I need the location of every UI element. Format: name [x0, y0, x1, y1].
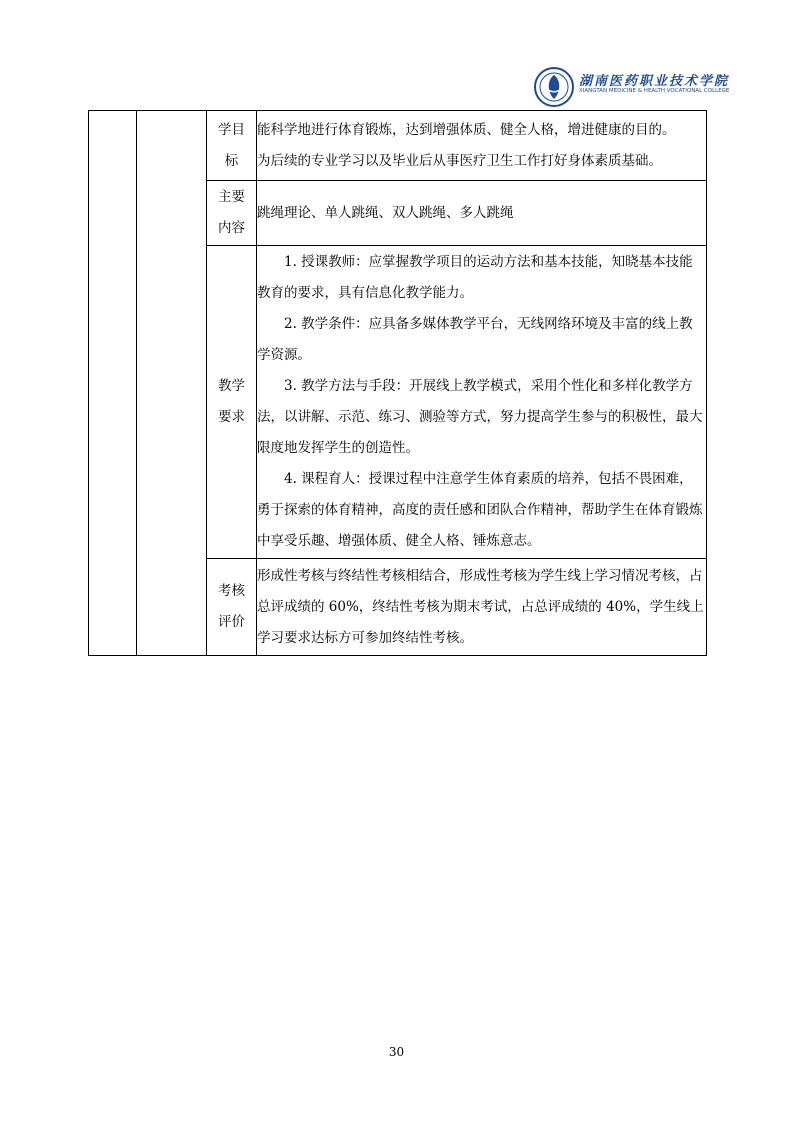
row-content-main [257, 181, 707, 246]
goal-line-2: 为后续的专业学习以及毕业后从事医疗卫生工作打好身体素质基础。 [257, 152, 662, 169]
course-table [88, 110, 707, 656]
blank-cell-1 [89, 111, 137, 656]
row-label-goal: 学目 标 [207, 111, 257, 181]
row-label-content: 主要 内容 [207, 181, 257, 246]
row-content-requirements [257, 246, 707, 559]
blank-cell-2 [137, 111, 207, 656]
college-name: 湖南医药职业技术学院 [579, 74, 730, 89]
requirement-item: 2. 教学条件：应具备多媒体教学平台，无线网络环境及丰富的线上教学资源。 [257, 316, 693, 363]
row-label-assessment: 考核 评价 [207, 559, 257, 656]
row-content-assessment [257, 559, 707, 656]
row-content-goal [257, 111, 707, 181]
college-emblem-icon [533, 66, 575, 108]
requirement-item: 3. 教学方法与手段：开展线上教学模式，采用个性化和多样化教学方法，以讲解、示范、练习、测验等方式，努力提高学生参与的积极性，最大限度地发挥学生的创造性。 [257, 378, 703, 456]
page-number: 30 [388, 1045, 405, 1059]
college-logo [533, 66, 730, 110]
college-english-name: XIANGTAN MEDICINE & HEALTH VOCATIONAL COLLEGE [579, 88, 730, 94]
assessment-text: 形成性考核与终结性考核相结合，形成性考核为学生线上学习情况考核，占总评成绩的 60%，终结性考核为期末考试，占总评成绩的 40%，学生线上学习要求达标方可参加终结性考核。 [257, 567, 704, 646]
content-text: 跳绳理论、单人跳绳、双人跳绳、多人跳绳 [257, 204, 514, 221]
table-row-goal [89, 111, 707, 181]
requirement-item: 1. 授课教师：应掌握教学项目的运动方法和基本技能，知晓基本技能教育的要求，具有信息化教学能力。 [257, 254, 693, 301]
row-label-requirements: 教学 要求 [207, 246, 257, 559]
goal-line-1: 能科学地进行体育锻炼，达到增强体质、健全人格，增进健康的目的。 [257, 121, 676, 138]
requirement-item: 4. 课程育人：授课过程中注意学生体育素质的培养，包括不畏困难，勇于探索的体育精神，高度的责任感和团队合作精神，帮助学生在体育锻炼中享受乐趣、增强体质、健全人格、锤炼意志。 [257, 471, 703, 549]
